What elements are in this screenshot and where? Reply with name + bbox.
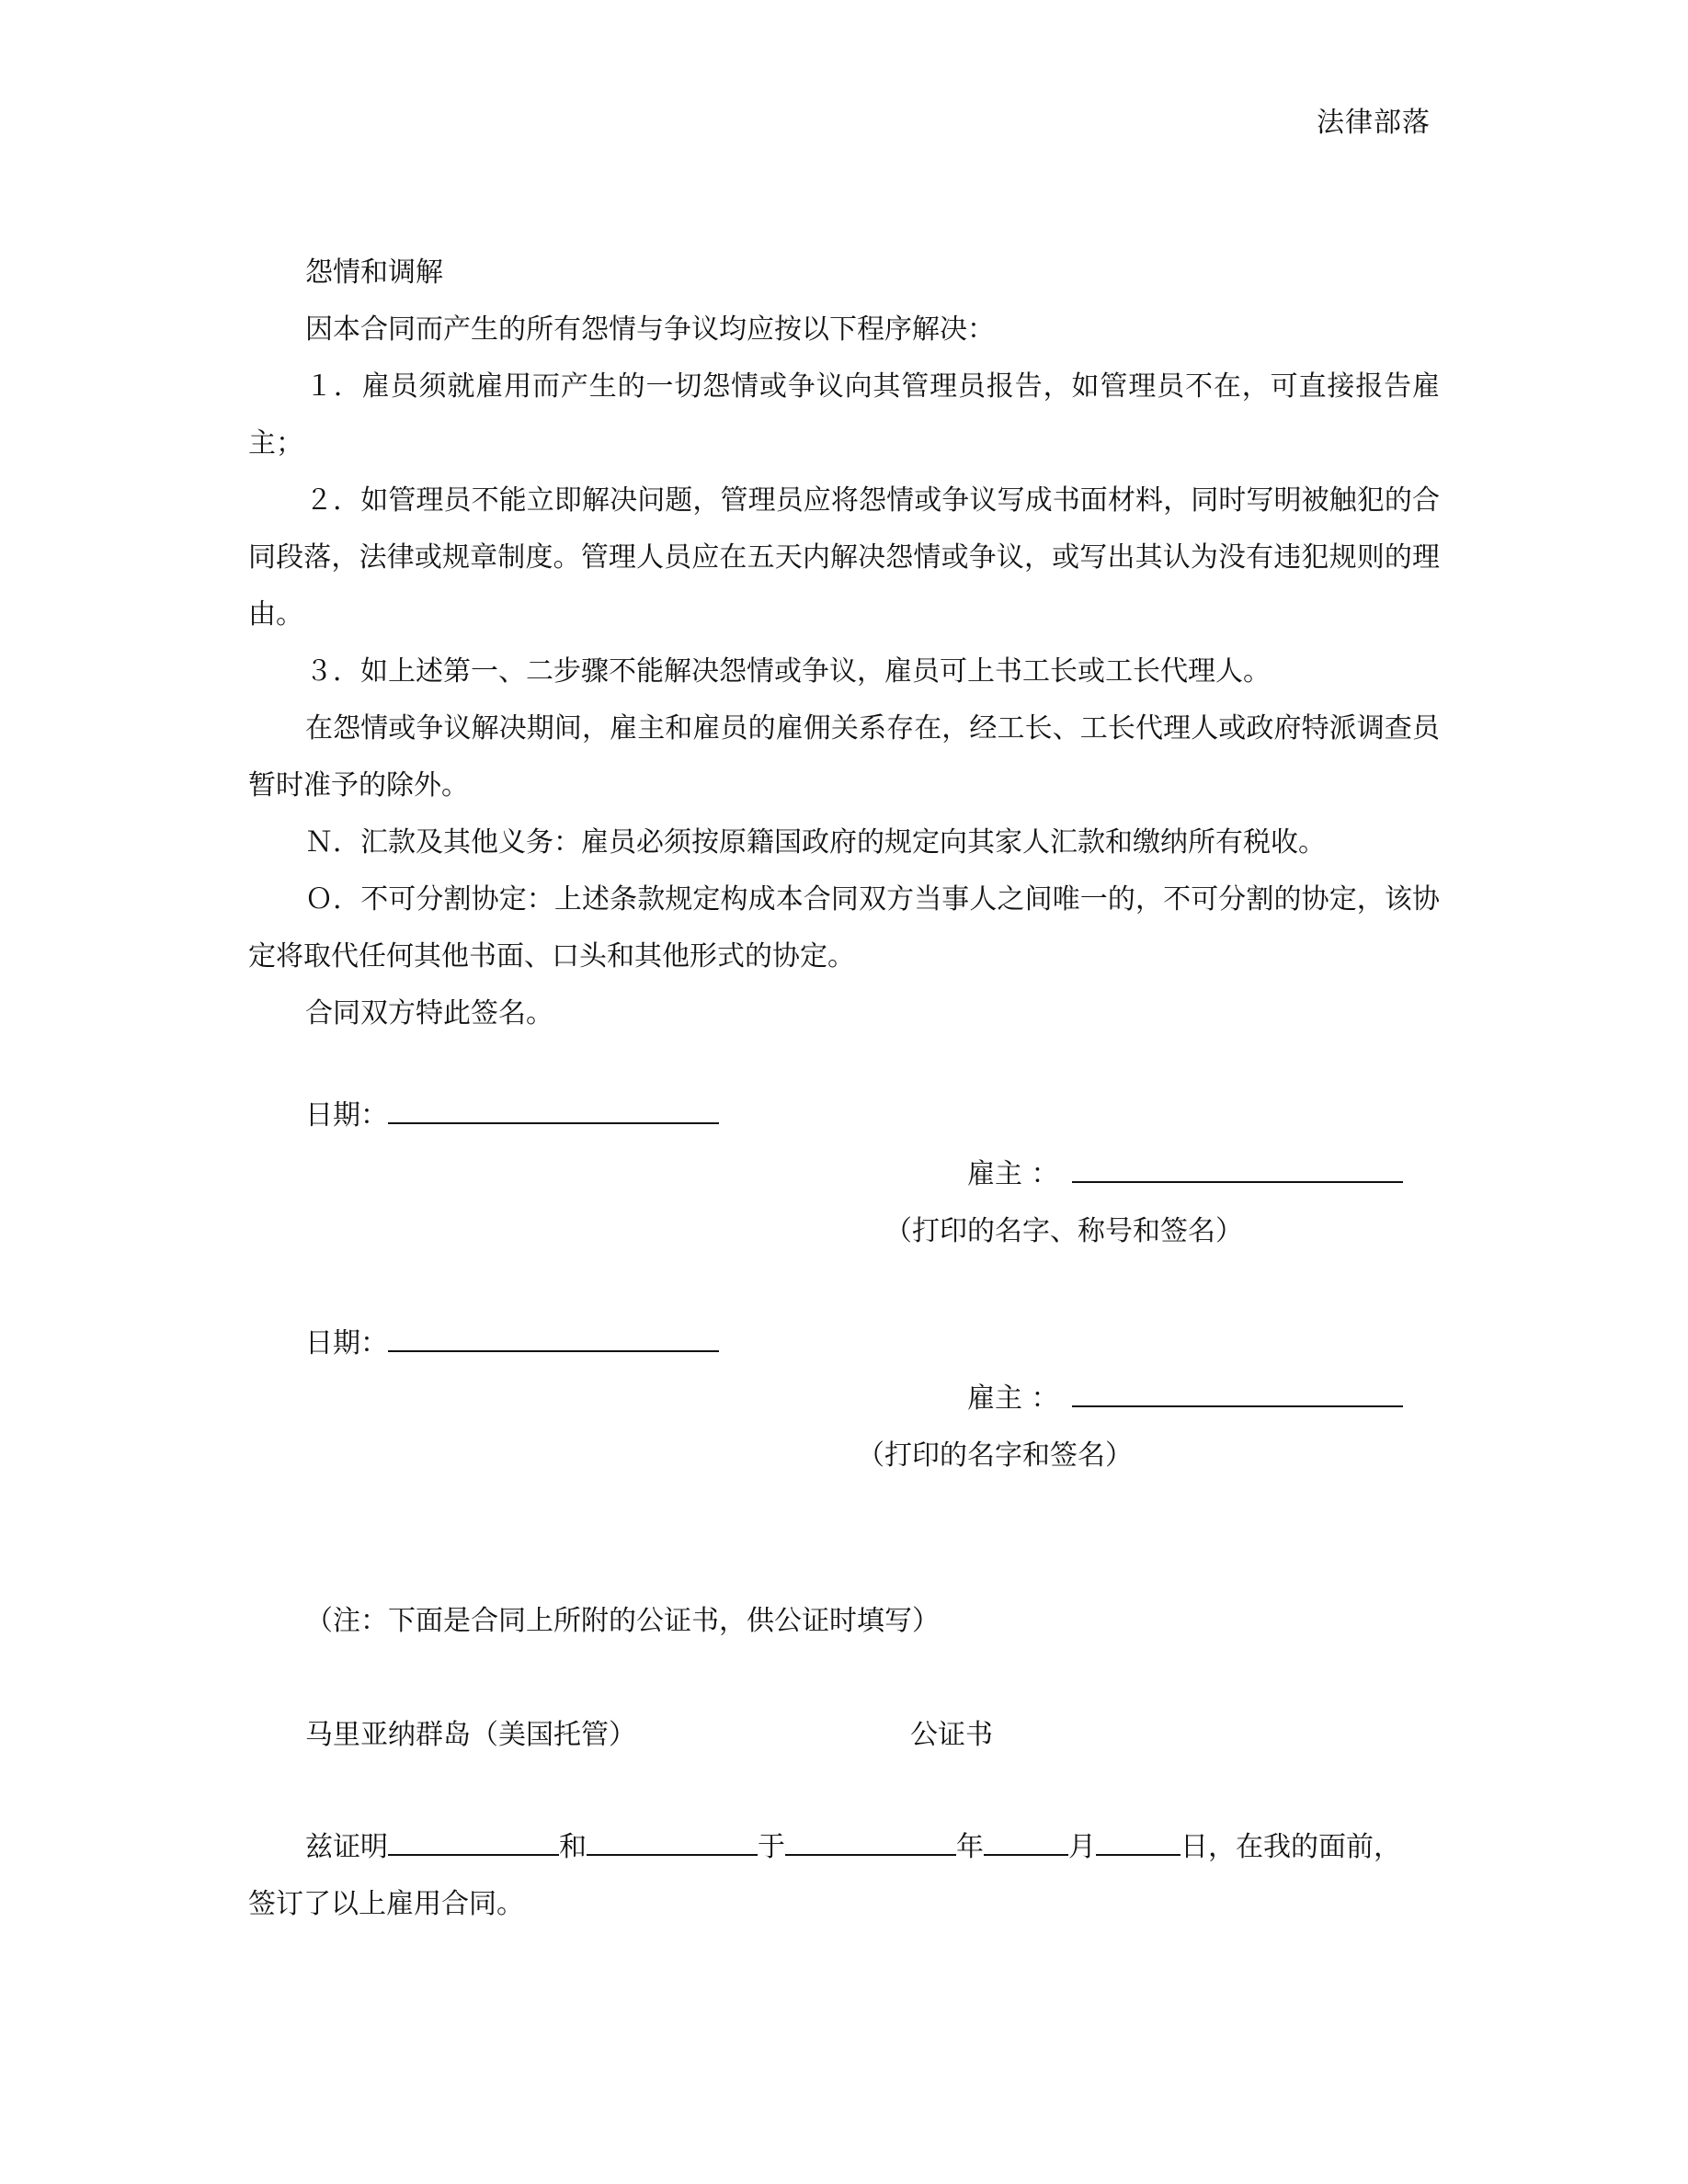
day-blank[interactable] <box>1096 1830 1180 1856</box>
section-heading: 怨情和调解 <box>305 256 443 289</box>
procedure-item-3: ３．如上述第一、二步骤不能解决怨情或争议，雇员可上书工长或工长代理人。 <box>305 655 1271 688</box>
cert-day: 日，在我的面前， <box>1180 1831 1401 1863</box>
employer-label: 雇主 ： <box>967 1158 1059 1190</box>
party-a-blank[interactable] <box>388 1830 559 1856</box>
procedure-item-2: ２．如管理员不能立即解决问题，管理员应将怨情或争议写成书面材料，同时写明被触犯的合同段落，法律或规章制度。管理人员应在五天内解决怨情或争议，或写出其认为没有违犯规则的理由。 <box>248 484 1440 631</box>
signoff-line: 合同双方特此签名。 <box>305 997 553 1029</box>
cert-and: 和 <box>559 1831 587 1863</box>
employer-label: 雇主 ： <box>967 1382 1059 1415</box>
notarial-note: （注：下面是合同上所附的公证书，供公证时填写） <box>305 1605 940 1637</box>
date-label: 日期： <box>305 1327 388 1359</box>
signature-1-date <box>305 1092 719 1132</box>
cert-prefix: 兹证明 <box>305 1831 388 1863</box>
employer-signature-blank[interactable] <box>1072 1382 1403 1407</box>
clause-n: Ｎ．汇款及其他义务：雇员必须按原籍国政府的规定向其家人汇款和缴纳所有税收。 <box>305 826 1326 859</box>
date-blank[interactable] <box>388 1326 719 1352</box>
signature-2-date <box>305 1320 719 1360</box>
contract-body <box>248 245 1440 1042</box>
date-year-blank[interactable] <box>785 1830 956 1856</box>
page-header-title: 法律部落 <box>1317 107 1431 139</box>
notarial-title: 公证书 <box>910 1719 993 1751</box>
date-blank[interactable] <box>388 1098 719 1124</box>
clause-o: Ｏ．不可分割协定：上述条款规定构成本合同双方当事人之间唯一的，不可分割的协定，该协定将取代任何其他书面、口头和其他形式的协定。 <box>248 883 1440 973</box>
signature-2-employer <box>967 1375 1403 1416</box>
month-blank[interactable] <box>984 1830 1068 1856</box>
signature-1-note: （打印的名字、称号和签名） <box>884 1215 1243 1247</box>
date-label: 日期： <box>305 1099 388 1132</box>
cert-year: 年 <box>956 1831 984 1863</box>
dispute-period-paragraph: 在怨情或争议解决期间，雇主和雇员的雇佣关系存在，经工长、工长代理人或政府特派调查员暂时准予的除外。 <box>248 712 1440 802</box>
signature-2-note: （打印的名字和签名） <box>857 1439 1133 1472</box>
notarial-place: 马里亚纳群岛（美国托管） <box>305 1719 636 1751</box>
employer-signature-blank[interactable] <box>1072 1157 1403 1183</box>
certification-line <box>305 1824 1401 1864</box>
procedure-item-1: １．雇员须就雇用而产生的一切怨情或争议向其管理员报告，如管理员不在，可直接报告雇主； <box>248 370 1440 460</box>
party-b-blank[interactable] <box>587 1830 758 1856</box>
certification-end: 签订了以上雇用合同。 <box>248 1888 524 1920</box>
section-intro: 因本合同而产生的所有怨情与争议均应按以下程序解决： <box>305 313 995 346</box>
cert-month: 月 <box>1068 1831 1096 1863</box>
signature-1-employer <box>967 1151 1403 1191</box>
cert-on: 于 <box>758 1831 785 1863</box>
